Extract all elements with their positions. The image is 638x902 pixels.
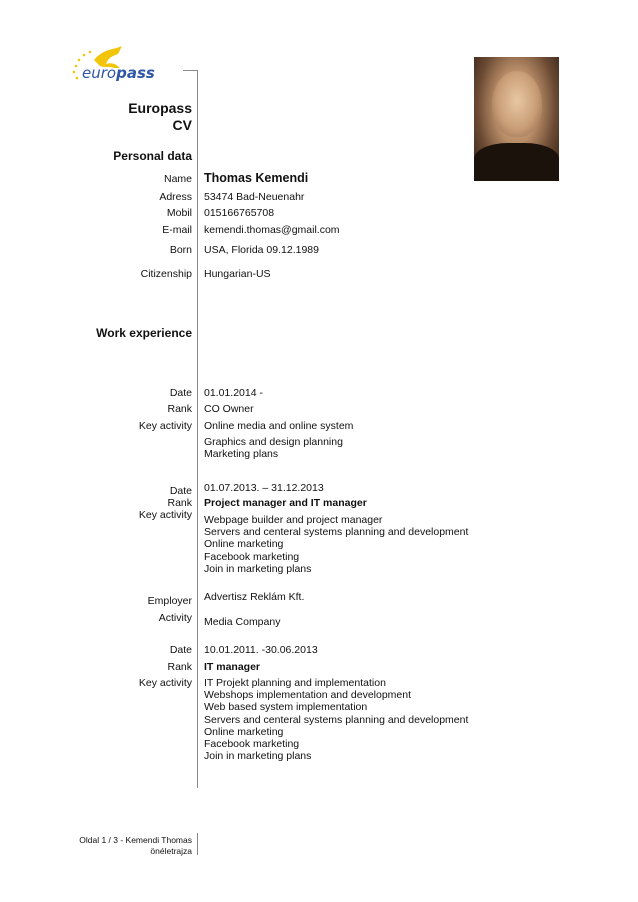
- job3-activity-5: Online marketing: [204, 725, 284, 738]
- job3-activity-6: Facebook marketing: [204, 738, 300, 751]
- job2-activity-1: Webpage builder and project manager: [204, 514, 383, 526]
- job3-activity-label: Key activity: [138, 677, 192, 689]
- mobile-value: 015166765708: [204, 207, 275, 219]
- job2-activity-4: Facebook marketing: [204, 550, 300, 563]
- page-footer: [79, 835, 192, 857]
- email-value: kemendi.thomas@gmail.com: [204, 224, 340, 236]
- job2-date-label: Date: [169, 485, 192, 497]
- job2-activity-5: Join in marketing plans: [204, 562, 312, 575]
- job2-activity-3: Online marketing: [204, 538, 284, 551]
- personal-data-heading: Personal data: [113, 149, 192, 163]
- name-label: Name: [163, 173, 192, 185]
- profile-photo: [474, 57, 559, 181]
- job1-activity-3: Marketing plans: [204, 448, 279, 461]
- footer-page-info: Oldal 1 / 3 - Kemendi Thomas: [79, 835, 192, 845]
- europass-logo: [68, 44, 155, 86]
- job2-activity-list: [204, 514, 468, 575]
- mobile-label: Mobil: [166, 207, 192, 219]
- job3-rank-label: Rank: [167, 661, 192, 673]
- header-corner-rule: [183, 70, 198, 71]
- full-name: Thomas Kemendi: [204, 171, 309, 185]
- address-label: Adress: [159, 191, 192, 203]
- column-divider: [197, 70, 198, 788]
- job3-date: 10.01.2011. -30.06.2013: [204, 644, 318, 656]
- page-title: Europass CV: [128, 100, 192, 133]
- born-label: Born: [169, 244, 192, 256]
- logo-wordmark: europass: [82, 64, 155, 82]
- job1-rank-label: Rank: [167, 403, 192, 415]
- job3-activity-list: [204, 677, 468, 762]
- email-label: E-mail: [162, 224, 192, 236]
- job3-activity-7: Join in marketing plans: [204, 750, 312, 763]
- job2-rank-label: Rank: [167, 497, 192, 509]
- job2-company-activity-label: Activity: [158, 612, 192, 624]
- job2-company-activity: Media Company: [204, 616, 281, 628]
- born-value: USA, Florida 09.12.1989: [204, 244, 319, 256]
- job2-employer-label: Employer: [147, 595, 192, 607]
- job2-rank: Project manager and IT manager: [204, 497, 367, 509]
- job1-activity-label: Key activity: [138, 420, 192, 432]
- job2-activity-2: Servers and centeral systems planning and development: [204, 526, 469, 539]
- job1-activity-2: Graphics and design planning: [204, 436, 343, 448]
- job3-rank: IT manager: [204, 661, 261, 673]
- job2-date: 01.07.2013. – 31.12.2013: [204, 482, 324, 494]
- job1-rank: CO Owner: [204, 403, 254, 415]
- address-value: 53474 Bad-Neuenahr: [204, 191, 305, 203]
- job3-activity-1: IT Projekt planning and implementation: [204, 677, 386, 689]
- job3-activity-2: Webshops implementation and development: [204, 689, 412, 702]
- job3-activity-3: Web based system implementation: [204, 701, 368, 714]
- footer-divider: [197, 833, 198, 855]
- job1-date: 01.01.2014 -: [204, 387, 263, 399]
- job1-date-label: Date: [169, 387, 192, 399]
- job3-activity-4: Servers and centeral systems planning and development: [204, 713, 469, 726]
- job1-activity-list: [204, 436, 343, 460]
- job2-activity-label: Key activity: [138, 509, 192, 521]
- work-experience-heading: Work experience: [96, 326, 192, 340]
- job1-activity-1: Online media and online system: [204, 420, 354, 432]
- footer-document-name: önéletrajza: [150, 846, 192, 856]
- citizenship-value: Hungarian-US: [204, 268, 271, 280]
- job2-employer: Advertisz Reklám Kft.: [204, 591, 305, 603]
- citizenship-label: Citizenship: [140, 268, 192, 280]
- job3-date-label: Date: [169, 644, 192, 656]
